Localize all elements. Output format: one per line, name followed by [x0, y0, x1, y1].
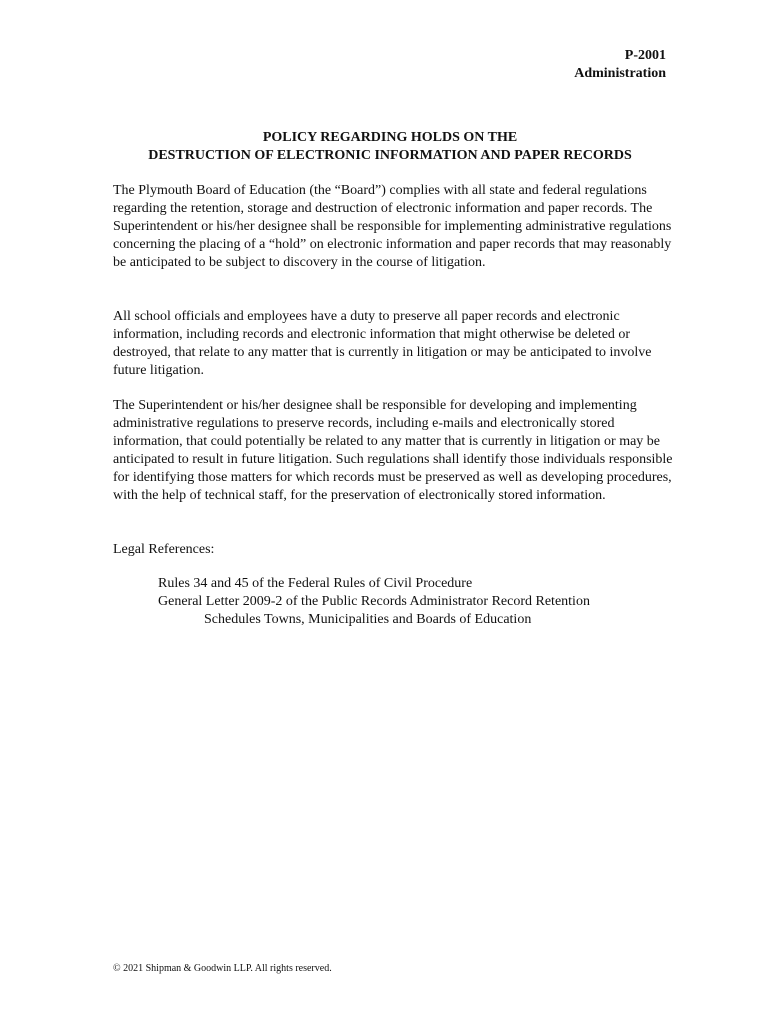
body-paragraph-2: All school officials and employees have a duty to preserve all paper records and electronic information, including records and electronic information that might otherwise be deleted or destroyed, that relate to any matter that is currently in litigation or may be anticipated to involve future litigation.: [113, 309, 652, 378]
body-paragraph-1: The Plymouth Board of Education (the “Board”) complies with all state and federal regulations regarding the retention, storage and destruction of electronic information and paper records. The Superintendent or his/her designee shall be responsible for implementing administrative regulations concerning the placing of a “hold” on electronic information and paper records that may reasonably be anticipated to be subject to discovery in the course of litigation.: [113, 183, 672, 270]
policy-header: [574, 47, 666, 83]
policy-title: [112, 129, 668, 165]
legal-reference-2-continuation: Schedules Towns, Municipalities and Boards of Education: [204, 612, 532, 627]
legal-references-heading: Legal References:: [113, 542, 215, 557]
body-paragraph-3: The Superintendent or his/her designee shall be responsible for developing and implementing administrative regulations to preserve records, including e-mails and electronically stored information, that could potentially be related to any matter that is currently in litigation or may be anticipated to result in future litigation. Such regulations shall identify those individuals responsible for identifying those matters for which records must be preserved as well as developing procedures, with the help of technical staff, for the preservation of electronically stored information.: [113, 398, 673, 503]
policy-title-line-2: DESTRUCTION OF ELECTRONIC INFORMATION AND PAPER RECORDS: [148, 148, 632, 163]
legal-reference-2: General Letter 2009-2 of the Public Records Administrator Record Retention: [158, 594, 590, 609]
policy-category: Administration: [574, 66, 666, 81]
legal-reference-1: Rules 34 and 45 of the Federal Rules of Civil Procedure: [158, 576, 473, 591]
copyright-footer: © 2021 Shipman & Goodwin LLP. All rights reserved.: [113, 963, 332, 974]
policy-title-line-1: POLICY REGARDING HOLDS ON THE: [262, 130, 518, 145]
policy-code: P-2001: [624, 48, 666, 63]
